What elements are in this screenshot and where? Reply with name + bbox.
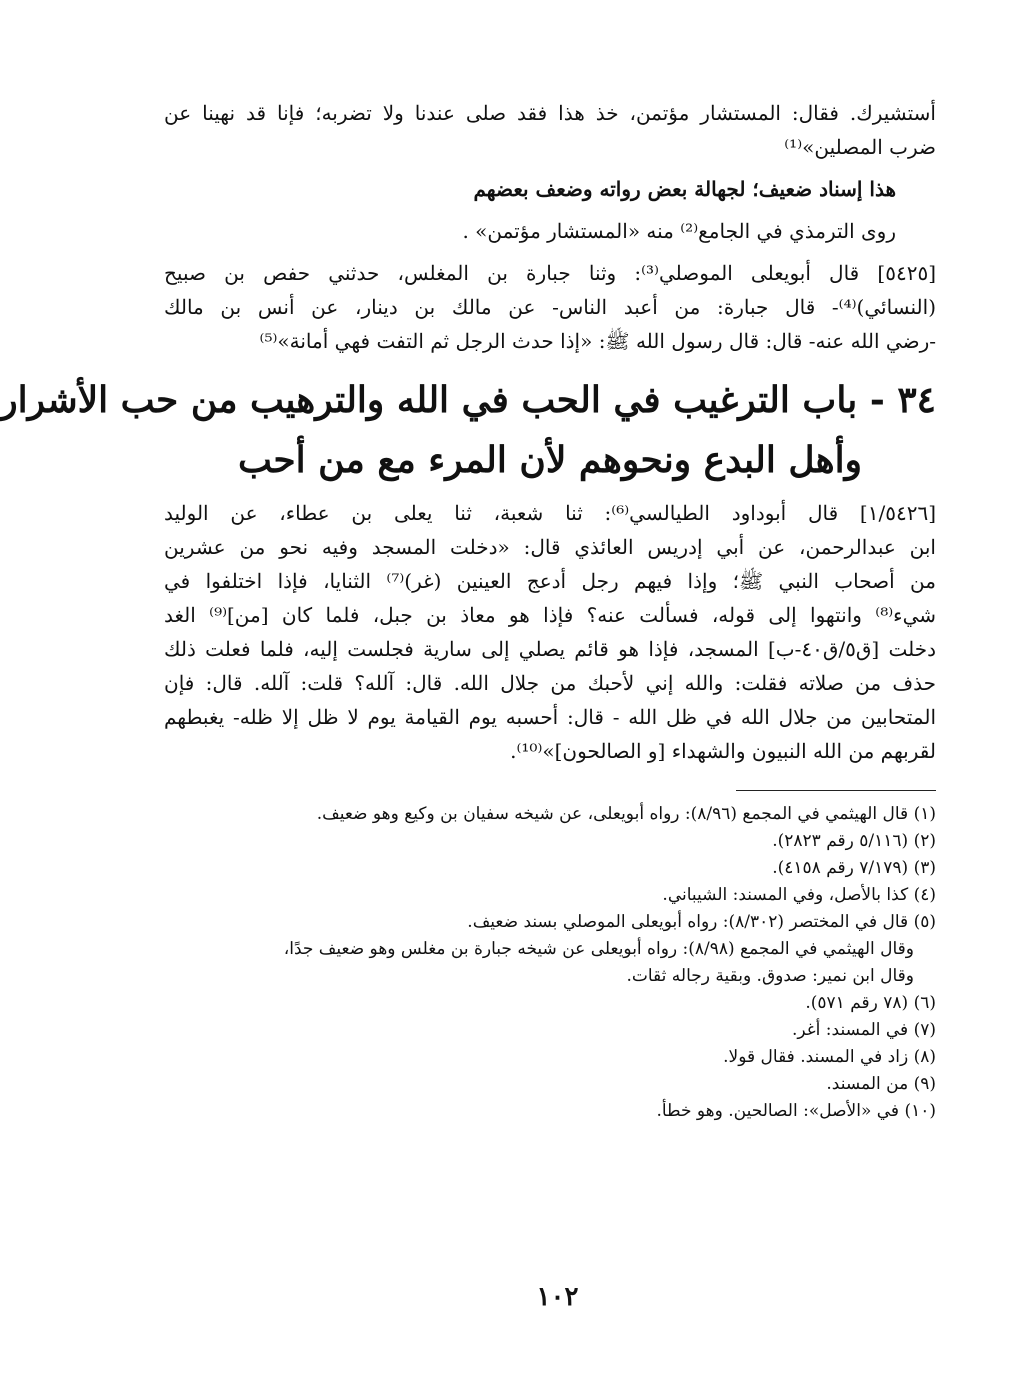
footnote: (١) قال الهيثمي في المجمع (٨/٩٦): رواه أبويعلى، عن شيخه سفيان بن وكيع وهو ضعيف. xyxy=(316,804,936,824)
hadith-line: (النسائي)⁽⁴⁾- قال جبارة: من أعبد الناس- عن مالك بن دينار، عن أنس بن مالك xyxy=(164,295,936,319)
hadith-line: من أصحاب النبي ﷺ؛ وإذا فيهم رجل أدعج العينين (غر)⁽⁷⁾ الثنايا، فإذا اختلفوا في xyxy=(164,569,936,593)
book-page xyxy=(0,96,936,1125)
footnote: (٦) (٧٨ رقم ٥٧١). xyxy=(805,993,936,1013)
footnote: (٥) قال في المختصر (٨/٣٠٢): رواه أبويعلى الموصلي بسند ضعيف. xyxy=(467,912,936,932)
footnote: (٩) من المسند. xyxy=(826,1074,936,1094)
tirmidhi-note: روى الترمذي في الجامع⁽²⁾ منه «المستشار مؤتمن» . xyxy=(462,219,896,243)
footnote: (٣) (٧/١٧٩ رقم ٤١٥٨). xyxy=(772,858,936,878)
footnote-divider xyxy=(736,790,936,791)
footnote: (٤) كذا بالأصل، وفي المسند: الشيباني. xyxy=(662,885,936,905)
chapter-title-line-1: ٣٤ - باب الترغيب في الحب في الله والترهيب من حب الأشرار xyxy=(0,379,936,421)
chapter-heading xyxy=(0,370,936,490)
hadith-line: شيء⁽⁸⁾ وانتهوا إلى قوله، فسألت عنه؟ فإذا هو معاذ بن جبل، فلما كان [من]⁽⁹⁾ الغد xyxy=(164,603,936,627)
hadith-line: لقربهم من الله النبيون والشهداء [و الصالحون]»⁽¹⁰⁾. xyxy=(510,739,936,763)
chapter-title-line-2: وأهل البدع ونحوهم لأن المرء مع من أحب xyxy=(237,439,863,481)
hadith-line: دخلت [ق٥/ق٤٠-ب] المسجد، فإذا هو قائم يصلي إلى سارية فجلست إليه، فلما فعلت ذلك xyxy=(164,637,936,661)
hadith-line: [١/٥٤٢٦] قال أبوداود الطيالسي⁽⁶⁾: ثنا شعبة، ثنا يعلى بن عطاء، عن الوليد xyxy=(164,501,936,525)
footnote: (٧) في المسند: أغر. xyxy=(792,1020,936,1040)
footnote: (١٠) في «الأصل»: الصالحين. وهو خطأ. xyxy=(656,1101,936,1121)
text-line: أستشيرك. فقال: المستشار مؤتمن، خذ هذا فقد صلى عندنا ولا تضربه؛ فإنا قد نهينا عن xyxy=(164,101,936,125)
footnotes xyxy=(164,801,936,1125)
continued-text xyxy=(164,96,936,164)
hadith-5426 xyxy=(164,496,936,768)
isnad-grading-note: هذا إسناد ضعيف؛ لجهالة بعض رواته وضعف بعضهم xyxy=(473,177,896,201)
hadith-line: [٥٤٢٥] قال أبويعلى الموصلي⁽³⁾: وثنا جبارة بن المغلس، حدثني حفص بن صبيح xyxy=(164,261,936,285)
hadith-line: حذف من صلاته فقلت: والله إني لأحبك من جلال الله. قال: آلله؟ قلت: آلله. قال: فإن xyxy=(164,671,936,695)
hadith-line: -رضي الله عنه- قال: قال رسول الله ﷺ: «إذا حدث الرجل ثم التفت فهي أمانة»⁽⁵⁾ xyxy=(259,329,936,353)
hadith-line: المتحابين من جلال الله في ظل الله - قال: أحسبه يوم القيامة يوم لا ظل إلا ظله- يغبطهم xyxy=(164,705,936,729)
footnote-continuation: وقال الهيثمي في المجمع (٨/٩٨): رواه أبويعلى عن شيخه جبارة بن مغلس وهو ضعيف جدًا، xyxy=(283,939,914,959)
text-line: ضرب المصلين»⁽¹⁾ xyxy=(784,135,936,159)
page-number: ١٠٢ xyxy=(536,1282,579,1312)
footnote-continuation: وقال ابن نمير: صدوق. وبقية رجاله ثقات. xyxy=(626,966,914,986)
hadith-5425 xyxy=(164,256,936,358)
footnote: (٨) زاد في المسند. فقال قولا. xyxy=(723,1047,936,1067)
hadith-line: ابن عبدالرحمن، عن أبي إدريس العائذي قال: «دخلت المسجد وفيه نحو من عشرين xyxy=(164,535,936,559)
footnote: (٢) (٥/١١٦ رقم ٢٨٢٣). xyxy=(772,831,936,851)
